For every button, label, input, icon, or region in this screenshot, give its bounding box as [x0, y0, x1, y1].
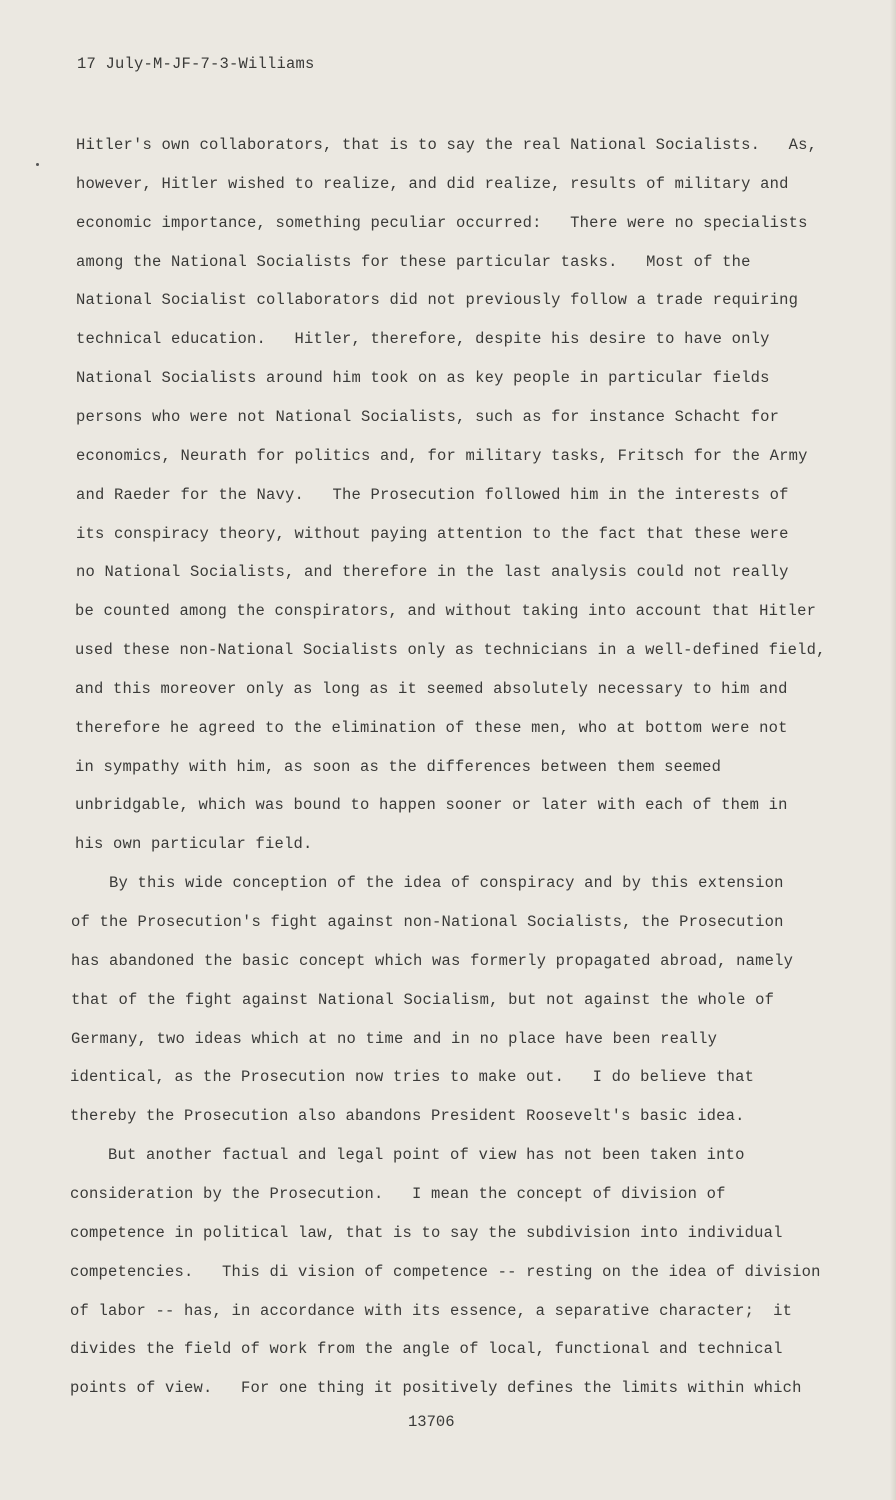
text-line: National Socialists around him took on as key people in particular fields [76, 369, 770, 387]
text-line: points of view. For one thing it positively defines the limits within which [70, 1379, 802, 1397]
text-line: economics, Neurath for politics and, for military tasks, Fritsch for the Army [76, 447, 808, 465]
margin-mark [36, 163, 39, 166]
text-line: But another factual and legal point of view has not been taken into [70, 1146, 745, 1164]
page-edge [890, 0, 896, 1500]
text-line: of the Prosecution's fight against non-National Socialists, the Prosecution [71, 913, 784, 931]
text-line: be counted among the conspirators, and without taking into account that Hitler [75, 602, 817, 620]
text-line: Hitler's own collaborators, that is to say the real National Socialists. As, [76, 136, 818, 154]
text-line: his own particular field. [75, 835, 313, 853]
text-line: divides the field of work from the angle of local, functional and technical [70, 1340, 783, 1358]
text-line: thereby the Prosecution also abandons President Roosevelt's basic idea. [70, 1107, 745, 1125]
text-line: therefore he agreed to the elimination of these men, who at bottom were not [75, 719, 788, 737]
text-line: economic importance, something peculiar occurred: There were no specialists [76, 214, 808, 232]
page-number: 13706 [408, 1413, 455, 1431]
text-line: National Socialist collaborators did not previously follow a trade requiring [76, 291, 799, 309]
text-line: Germany, two ideas which at no time and in no place have been really [71, 1030, 718, 1048]
text-line: has abandoned the basic concept which was formerly propagated abroad, namely [71, 952, 794, 970]
text-line: competencies. This di vision of competence -- resting on the idea of division [70, 1263, 821, 1281]
text-line: used these non-National Socialists only as technicians in a well-defined field, [75, 641, 826, 659]
text-line: and Raeder for the Navy. The Prosecution followed him in the interests of [76, 486, 789, 504]
text-line: identical, as the Prosecution now tries to make out. I do believe that [70, 1068, 755, 1086]
text-line: in sympathy with him, as soon as the differences between them seemed [75, 758, 722, 776]
text-line: By this wide conception of the idea of conspiracy and by this extension [71, 874, 784, 892]
text-line: no National Socialists, and therefore in the last analysis could not really [76, 563, 789, 581]
text-line: technical education. Hitler, therefore, despite his desire to have only [76, 330, 770, 348]
text-line: competence in political law, that is to say the subdivision into individual [70, 1224, 783, 1242]
page-header: 17 July-M-JF-7-3-Williams [77, 55, 315, 73]
text-line: consideration by the Prosecution. I mean the concept of division of [70, 1185, 726, 1203]
text-line: its conspiracy theory, without paying attention to the fact that these were [76, 525, 789, 543]
text-line: and this moreover only as long as it seemed absolutely necessary to him and [75, 680, 788, 698]
text-line: persons who were not National Socialists, such as for instance Schacht for [76, 408, 780, 426]
text-line: however, Hitler wished to realize, and did realize, results of military and [76, 175, 789, 193]
text-line: among the National Socialists for these particular tasks. Most of the [76, 253, 751, 271]
text-line: of labor -- has, in accordance with its essence, a separative character; it [70, 1302, 793, 1320]
text-line: that of the fight against National Socialism, but not against the whole of [71, 991, 775, 1009]
text-line: unbridgable, which was bound to happen sooner or later with each of them in [75, 796, 788, 814]
